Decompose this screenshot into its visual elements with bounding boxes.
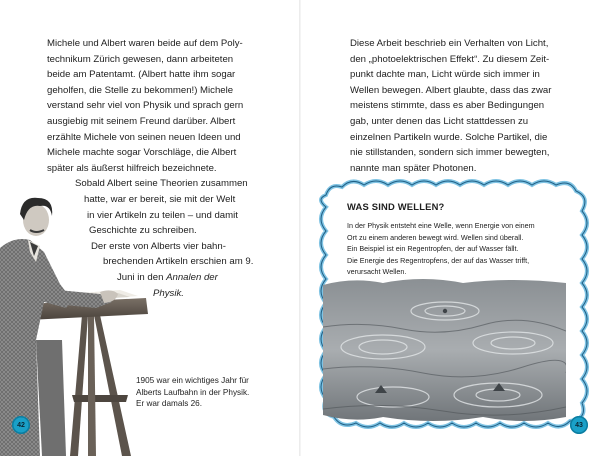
text-line: den „photoelektrischen Effekt“. Zu diesem Zeit- [350,53,550,65]
text-line: einzelnen Partikeln wurde. Solche Partikel, die [350,131,548,143]
text-line: gab, unter denen das Licht stattdessen zu [350,115,529,127]
right-page [300,0,600,456]
box-line: Ein Beispiel ist ein Regentropfen, der auf Wasser fällt. [347,244,519,254]
text-line: ausgiebig mit seinem Freund darüber. Albert [47,115,236,127]
text-line: meistens stimmte, dass es aber Bedingungen [350,100,545,112]
text-line: Der erste von Alberts vier bahn- [91,240,226,252]
text-line: später als äußerst hilfreich bezeichnete. [47,162,217,174]
text-line: punkt dachte man, Licht würde sich immer in [350,69,540,81]
page-number-left: 42 [12,416,30,434]
box-line: Die Energie des Regentropfens, der auf das Wasser trifft, [347,255,530,265]
box-line: In der Physik entsteht eine Welle, wenn Energie von einem [347,221,535,230]
right-paragraph [350,36,582,176]
text-line: Wellen bewegen. Albert glaubte, dass das zwar [350,84,552,96]
info-box-text [347,220,577,278]
text-line: in vier Artikeln zu teilen – und damit [87,209,238,221]
text-line: hatte, war er bereit, sie mit der Welt [84,193,236,205]
text-line: Michele und Albert waren beide auf dem Poly- [47,38,243,49]
photo-caption [136,375,286,410]
caption-line: 1905 war ein wichtiges Jahr für [136,376,249,385]
page-number-right: 43 [570,416,588,434]
journal-name: Annalen der [166,271,218,283]
text-line: erzählte Michele von seinen neuen Ideen und [47,131,241,143]
text-fragment: Juni in den [117,271,167,283]
text-line: nie stillstanden, sondern sich immer bewegten, [350,147,550,159]
text-line: beide am Patentamt. (Albert hatte ihm sogar [47,69,236,81]
info-box-title: WAS SIND WELLEN? [347,201,445,212]
box-line: verursacht Wellen. [347,267,407,277]
text-line: geholfen, die Stelle zu bekommen!) Michele [47,84,234,96]
caption-line: Alberts Laufbahn in der Physik. [136,387,250,397]
text-line: brechenden Artikeln erschien am 9. [103,256,254,268]
text-line: Geschichte zu schreiben. [89,225,197,237]
text-line: verstand sehr viel von Physik und sprach gern [47,100,244,112]
left-paragraph-1 [47,36,277,176]
text-line: Diese Arbeit beschrieb ein Verhalten von Licht, [350,38,549,49]
box-line: Ort zu einem anderen bewegt wird. Wellen sind überall. [347,232,524,242]
text-line: nannte man später Photonen. [350,162,477,174]
text-line: technikum Zürich gewesen, dann arbeiteten [47,53,234,65]
caption-line: Er war damals 26. [136,399,202,409]
text-line: Michele machte sogar Vorschläge, die Albert [47,147,237,159]
water-ripples-photo [323,277,566,423]
journal-name-end: Physik. [153,287,184,299]
text-line: Sobald Albert seine Theorien zusammen [75,178,248,190]
